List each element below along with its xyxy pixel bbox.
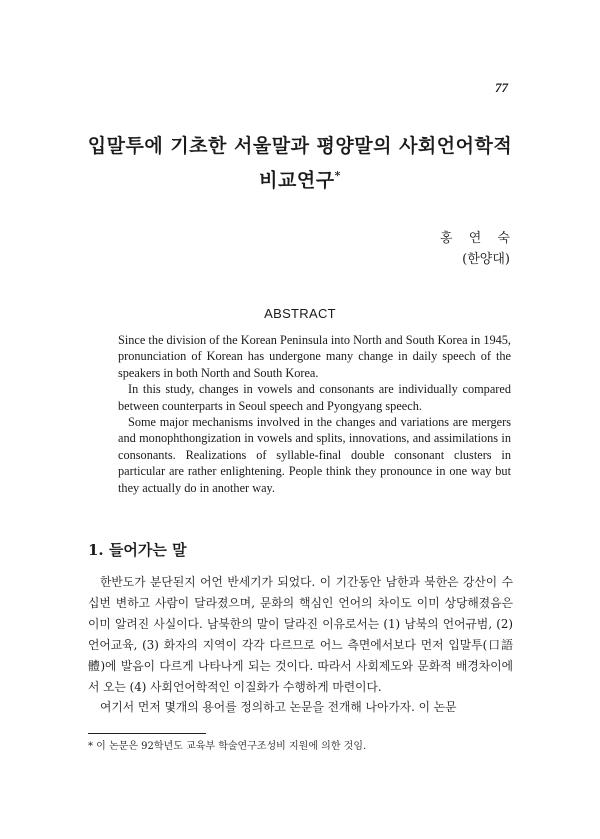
footnote-divider <box>88 733 206 734</box>
paper-title <box>60 132 540 195</box>
title-footnote-marker: * <box>334 169 341 182</box>
abstract-heading: ABSTRACT <box>264 306 336 321</box>
abstract-paragraph-3: Some major mechanisms involved in the changes and variations are mergers and monophthongization in vowels and splits, innovations, and assimilations in consonants. Realizations of syllable-final double consonant clusters in particular are rather enlightening. People think they pronounce in one way but they actually do in another way. <box>118 415 511 495</box>
abstract-body <box>118 332 511 496</box>
abstract-paragraph-1: Since the division of the Korean Peninsula into North and South Korea in 1945, pronunciation of Korean has undergone many change in daily speech of the speakers in both North and South Korea. <box>118 333 511 380</box>
body-paragraph-2: 여기서 먼저 몇개의 용어를 정의하고 논문을 전개해 나아가자. 이 논문 <box>100 700 457 715</box>
title-line-2-text: 비교연구 <box>259 169 335 192</box>
page-number: 77 <box>495 80 508 95</box>
author-block <box>440 228 516 270</box>
body-paragraph-1: 한반도가 분단된지 어언 반세기가 되었다. 이 기간동안 남한과 북한은 강산이 수십번 변하고 사람이 달라졌으며, 문화의 핵심인 언어의 차이도 이미 상당해졌음은 이미 알려진 사실이다. 남북한의 말이 달라진 이유로서는 (1) 남북의 언어규범, (2) 언어교육, (3) 화자의 지역이 각각 다르므로 어느 측면에서보다 먼저 입말투(口語體)에 발음이 다르게 나타나게 되는 것이다. 따라서 사회제도와 문화적 배경차이에서 오는 (4) 사회언어학적인 이질화가 수행하게 마련이다. <box>88 575 513 694</box>
footnote: * 이 논문은 92학년도 교육부 학술연구조성비 지원에 의한 것임. <box>88 741 367 752</box>
abstract-paragraph-2: In this study, changes in vowels and consonants are individually compared between counterparts in Seoul speech and Pyongyang speech. <box>118 382 511 413</box>
section-heading: 1. 들어가는 말 <box>88 541 187 559</box>
author-affiliation: (한양대) <box>462 252 510 267</box>
title-line-1: 입말투에 기초한 서울말과 평양말의 사회언어학적 <box>87 135 513 157</box>
title-line-2 <box>60 161 540 195</box>
author-name: 홍 연 숙 <box>440 231 516 246</box>
section-body <box>88 572 513 718</box>
